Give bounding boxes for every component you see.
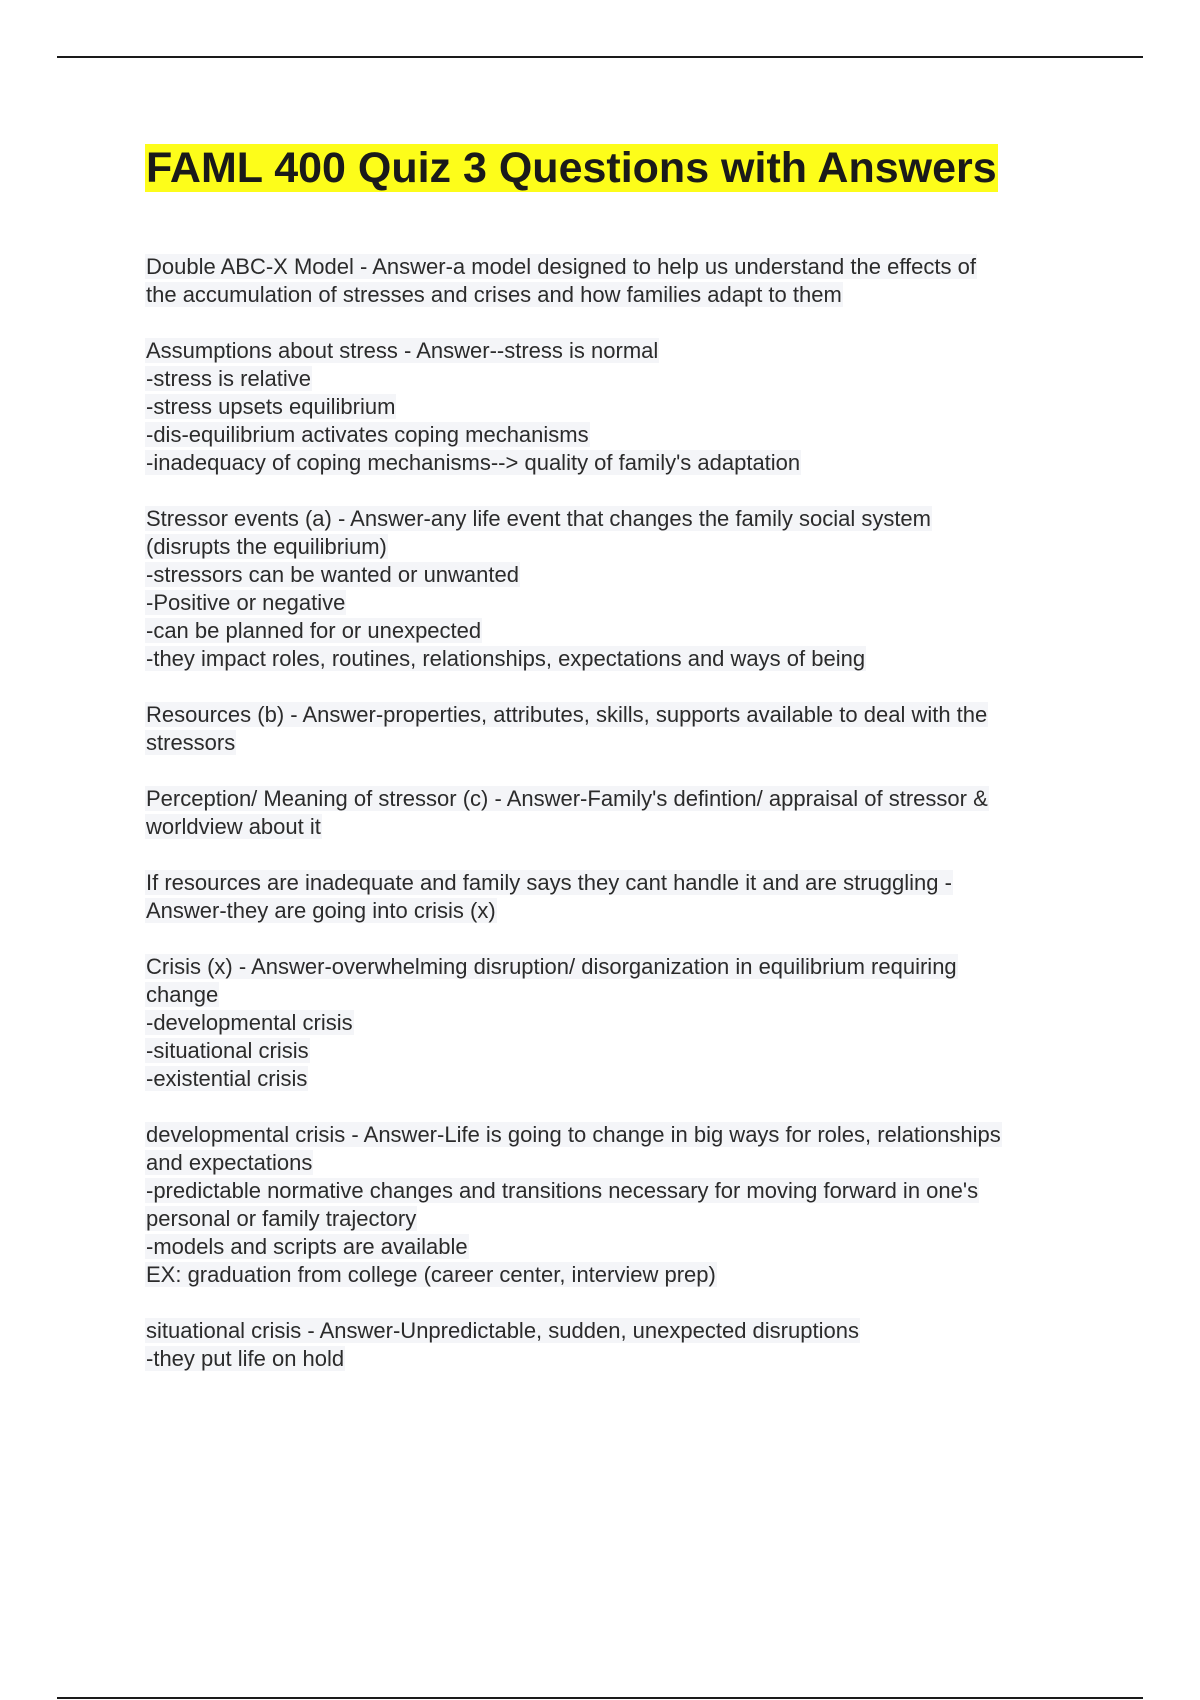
qa-entry-line-text: -models and scripts are available <box>146 1234 468 1259</box>
qa-entry-line <box>145 1149 1105 1177</box>
qa-entry-line <box>145 253 1105 281</box>
qa-entry-line-text: Answer-they are going into crisis (x) <box>146 898 496 923</box>
qa-entry-line <box>145 729 1105 757</box>
footer-rule <box>57 1697 1143 1699</box>
qa-entry-line <box>145 813 1105 841</box>
qa-entry-line-text: -situational crisis <box>146 1038 309 1063</box>
qa-entry-line-text: and expectations <box>146 1150 313 1175</box>
qa-entry-line <box>145 505 1105 533</box>
qa-entry-line-text: -Positive or negative <box>146 590 346 615</box>
document-body <box>145 140 1105 1401</box>
qa-entry-line-text: -stress is relative <box>146 366 312 391</box>
qa-entry <box>145 1121 1105 1289</box>
qa-entry-line-text: EX: graduation from college (career center, interview prep) <box>146 1262 716 1287</box>
qa-entry-line-text: stressors <box>146 730 236 755</box>
qa-entry-line <box>145 1317 1105 1345</box>
qa-entry <box>145 785 1105 841</box>
qa-entry-line <box>145 953 1105 981</box>
document-title-text: FAML 400 Quiz 3 Questions with Answers <box>146 144 997 192</box>
qa-entry-line-text: -can be planned for or unexpected <box>146 618 482 643</box>
qa-entry-line-text: developmental crisis - Answer-Life is going to change in big ways for roles, relationships <box>146 1122 1001 1147</box>
qa-entry-line-text: -stress upsets equilibrium <box>146 394 396 419</box>
qa-entry-line-text: If resources are inadequate and family says they cant handle it and are struggling - <box>146 870 952 895</box>
qa-entry-line <box>145 365 1105 393</box>
qa-entry <box>145 1317 1105 1373</box>
qa-entry-line <box>145 897 1105 925</box>
qa-entry <box>145 337 1105 477</box>
qa-entry-line-text: Perception/ Meaning of stressor (c) - Answer-Family's defintion/ appraisal of stressor & <box>146 786 988 811</box>
qa-entry-line-text: Crisis (x) - Answer-overwhelming disruption/ disorganization in equilibrium requiring <box>146 954 957 979</box>
qa-entry-line <box>145 561 1105 589</box>
qa-entry <box>145 869 1105 925</box>
qa-entry-line <box>145 1205 1105 1233</box>
qa-entry-line-text: personal or family trajectory <box>146 1206 417 1231</box>
document-title <box>145 140 1105 196</box>
qa-entry-line-text: -inadequacy of coping mechanisms--> quality of family's adaptation <box>146 450 801 475</box>
qa-entry-line <box>145 869 1105 897</box>
qa-entry-line-text: Resources (b) - Answer-properties, attributes, skills, supports available to deal with the <box>146 702 988 727</box>
qa-entry-line <box>145 449 1105 477</box>
qa-entry-line <box>145 981 1105 1009</box>
qa-entry-line <box>145 1065 1105 1093</box>
qa-entry-line-text: Assumptions about stress - Answer--stress is normal <box>146 338 659 363</box>
qa-entry-line <box>145 1037 1105 1065</box>
qa-entry-line <box>145 421 1105 449</box>
qa-entry-line <box>145 785 1105 813</box>
qa-entry <box>145 953 1105 1093</box>
qa-entry-line-text: situational crisis - Answer-Unpredictable, sudden, unexpected disruptions <box>146 1318 859 1343</box>
qa-entry-line <box>145 1261 1105 1289</box>
qa-entry-line-text: -developmental crisis <box>146 1010 353 1035</box>
qa-entry-line-text: -they impact roles, routines, relationships, expectations and ways of being <box>146 646 866 671</box>
qa-entry-line-text: Double ABC-X Model - Answer-a model designed to help us understand the effects of <box>146 254 976 279</box>
qa-entry-line <box>145 281 1105 309</box>
qa-entry-line <box>145 1345 1105 1373</box>
qa-entry-line <box>145 617 1105 645</box>
qa-entry-line-text: Stressor events (a) - Answer-any life event that changes the family social system <box>146 506 931 531</box>
qa-entry <box>145 701 1105 757</box>
qa-entry-line-text: (disrupts the equilibrium) <box>146 534 387 559</box>
qa-entry-line <box>145 1233 1105 1261</box>
qa-entry-line <box>145 701 1105 729</box>
header-rule <box>57 56 1143 58</box>
qa-entry-line-text: the accumulation of stresses and crises and how families adapt to them <box>146 282 842 307</box>
qa-entry-line <box>145 589 1105 617</box>
qa-entry-line-text: -they put life on hold <box>146 1346 345 1371</box>
qa-entry-line-text: -existential crisis <box>146 1066 308 1091</box>
qa-entry-line <box>145 1177 1105 1205</box>
qa-entry-line <box>145 393 1105 421</box>
qa-entry-line <box>145 1121 1105 1149</box>
qa-entry-line-text: -predictable normative changes and transitions necessary for moving forward in one's <box>146 1178 979 1203</box>
qa-entry-line <box>145 1009 1105 1037</box>
qa-entry <box>145 253 1105 309</box>
qa-entry-line-text: worldview about it <box>146 814 321 839</box>
qa-entry <box>145 505 1105 673</box>
qa-entry-line <box>145 645 1105 673</box>
qa-entries <box>145 253 1105 1373</box>
qa-entry-line-text: -stressors can be wanted or unwanted <box>146 562 519 587</box>
qa-entry-line-text: change <box>146 982 219 1007</box>
qa-entry-line-text: -dis-equilibrium activates coping mechanisms <box>146 422 589 447</box>
qa-entry-line <box>145 337 1105 365</box>
qa-entry-line <box>145 533 1105 561</box>
